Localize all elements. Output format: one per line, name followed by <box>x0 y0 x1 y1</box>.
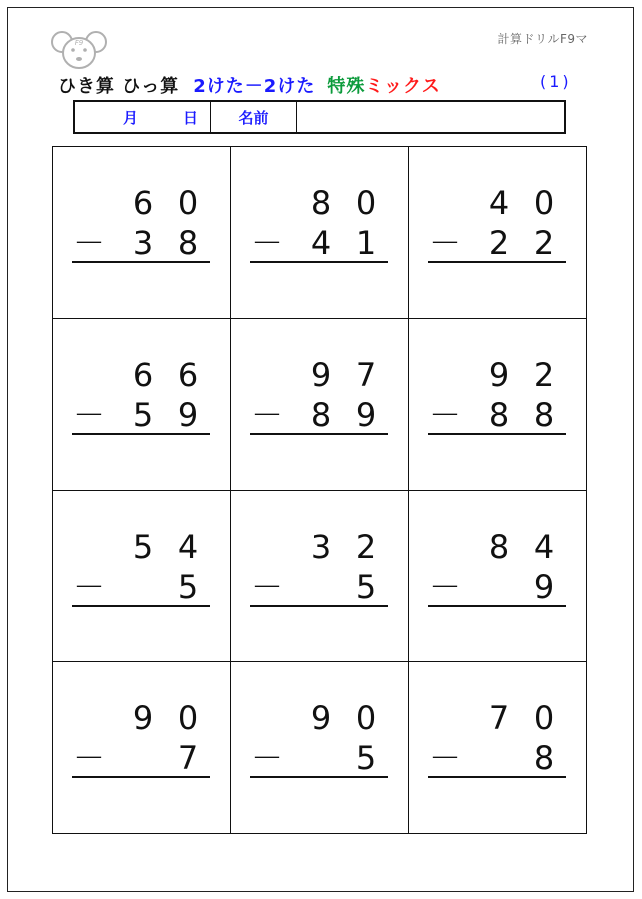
minus-sign: － <box>250 224 283 262</box>
answer-line <box>72 605 210 607</box>
name-label: 名前 <box>211 102 297 132</box>
bottom-ones-digit: 2 <box>533 224 555 262</box>
top-ones-digit: 4 <box>533 528 555 566</box>
bottom-ones-digit: 5 <box>355 568 377 606</box>
minus-sign: － <box>428 739 461 777</box>
name-field[interactable] <box>297 102 564 132</box>
top-ones-digit: 0 <box>533 184 555 222</box>
answer-line <box>428 433 566 435</box>
top-ones-digit: 6 <box>177 356 199 394</box>
minus-sign: － <box>250 739 283 777</box>
bottom-ones-digit: 5 <box>177 568 199 606</box>
bottom-tens-digit: 5 <box>132 396 154 434</box>
bottom-ones-digit: 8 <box>177 224 199 262</box>
top-tens-digit: 3 <box>310 528 332 566</box>
problem-cell[interactable] <box>409 491 586 662</box>
bottom-tens-digit: 3 <box>132 224 154 262</box>
problem-cell[interactable] <box>409 662 586 833</box>
top-tens-digit: 9 <box>310 699 332 737</box>
problem-cell[interactable] <box>53 319 231 491</box>
top-tens-digit: 5 <box>132 528 154 566</box>
title-digits: 2けた－2けた <box>193 76 316 97</box>
top-ones-digit: 0 <box>355 184 377 222</box>
date-field[interactable] <box>75 102 211 132</box>
answer-line <box>428 776 566 778</box>
bottom-ones-digit: 8 <box>533 739 555 777</box>
top-tens-digit: 7 <box>488 699 510 737</box>
top-tens-digit: 6 <box>132 184 154 222</box>
top-tens-digit: 9 <box>132 699 154 737</box>
problem-cell[interactable] <box>231 662 409 833</box>
day-label: 日 <box>182 108 198 127</box>
problem-cell[interactable] <box>231 491 409 662</box>
bottom-ones-digit: 5 <box>355 739 377 777</box>
title-operation: ひき算 ひっ算 <box>58 76 180 97</box>
problem-cell[interactable] <box>53 147 231 319</box>
bottom-ones-digit: 9 <box>177 396 199 434</box>
top-tens-digit: 8 <box>310 184 332 222</box>
minus-sign: － <box>72 739 105 777</box>
problem-cell[interactable] <box>409 319 586 491</box>
top-ones-digit: 0 <box>177 184 199 222</box>
minus-sign: － <box>428 396 461 434</box>
top-ones-digit: 4 <box>177 528 199 566</box>
problem-grid <box>52 146 587 834</box>
month-label: 月 <box>123 108 139 127</box>
top-ones-digit: 2 <box>355 528 377 566</box>
problem-cell[interactable] <box>53 662 231 833</box>
bottom-tens-digit: 4 <box>310 224 332 262</box>
answer-line <box>72 776 210 778</box>
logo-text: F9 <box>74 39 84 47</box>
problem-cell[interactable] <box>231 319 409 491</box>
answer-line <box>250 776 388 778</box>
minus-sign: － <box>72 396 105 434</box>
problem-cell[interactable] <box>231 147 409 319</box>
minus-sign: － <box>72 568 105 606</box>
top-ones-digit: 0 <box>177 699 199 737</box>
title-special: 特殊 <box>327 76 366 97</box>
answer-line <box>428 605 566 607</box>
mouse-logo-icon <box>50 28 108 72</box>
minus-sign: － <box>250 568 283 606</box>
sheet-number: (1) <box>540 72 572 91</box>
bottom-ones-digit: 9 <box>533 568 555 606</box>
top-ones-digit: 7 <box>355 356 377 394</box>
answer-line <box>250 261 388 263</box>
minus-sign: － <box>72 224 105 262</box>
bottom-tens-digit: 8 <box>488 396 510 434</box>
bottom-tens-digit: 8 <box>310 396 332 434</box>
answer-line <box>72 261 210 263</box>
bottom-ones-digit: 8 <box>533 396 555 434</box>
minus-sign: － <box>428 224 461 262</box>
top-ones-digit: 2 <box>533 356 555 394</box>
problem-cell[interactable] <box>409 147 586 319</box>
answer-line <box>250 433 388 435</box>
top-ones-digit: 0 <box>355 699 377 737</box>
worksheet-title <box>58 72 441 98</box>
brand-label: 計算ドリルF9マ <box>497 32 588 46</box>
answer-line <box>250 605 388 607</box>
name-date-row <box>73 100 566 134</box>
bottom-tens-digit: 2 <box>488 224 510 262</box>
minus-sign: － <box>428 568 461 606</box>
title-mix: ミックス <box>365 76 441 97</box>
bottom-ones-digit: 7 <box>177 739 199 777</box>
top-tens-digit: 9 <box>488 356 510 394</box>
top-tens-digit: 8 <box>488 528 510 566</box>
bottom-ones-digit: 1 <box>355 224 377 262</box>
top-ones-digit: 0 <box>533 699 555 737</box>
answer-line <box>428 261 566 263</box>
problem-cell[interactable] <box>53 491 231 662</box>
answer-line <box>72 433 210 435</box>
top-tens-digit: 9 <box>310 356 332 394</box>
top-tens-digit: 6 <box>132 356 154 394</box>
top-tens-digit: 4 <box>488 184 510 222</box>
minus-sign: － <box>250 396 283 434</box>
bottom-ones-digit: 9 <box>355 396 377 434</box>
